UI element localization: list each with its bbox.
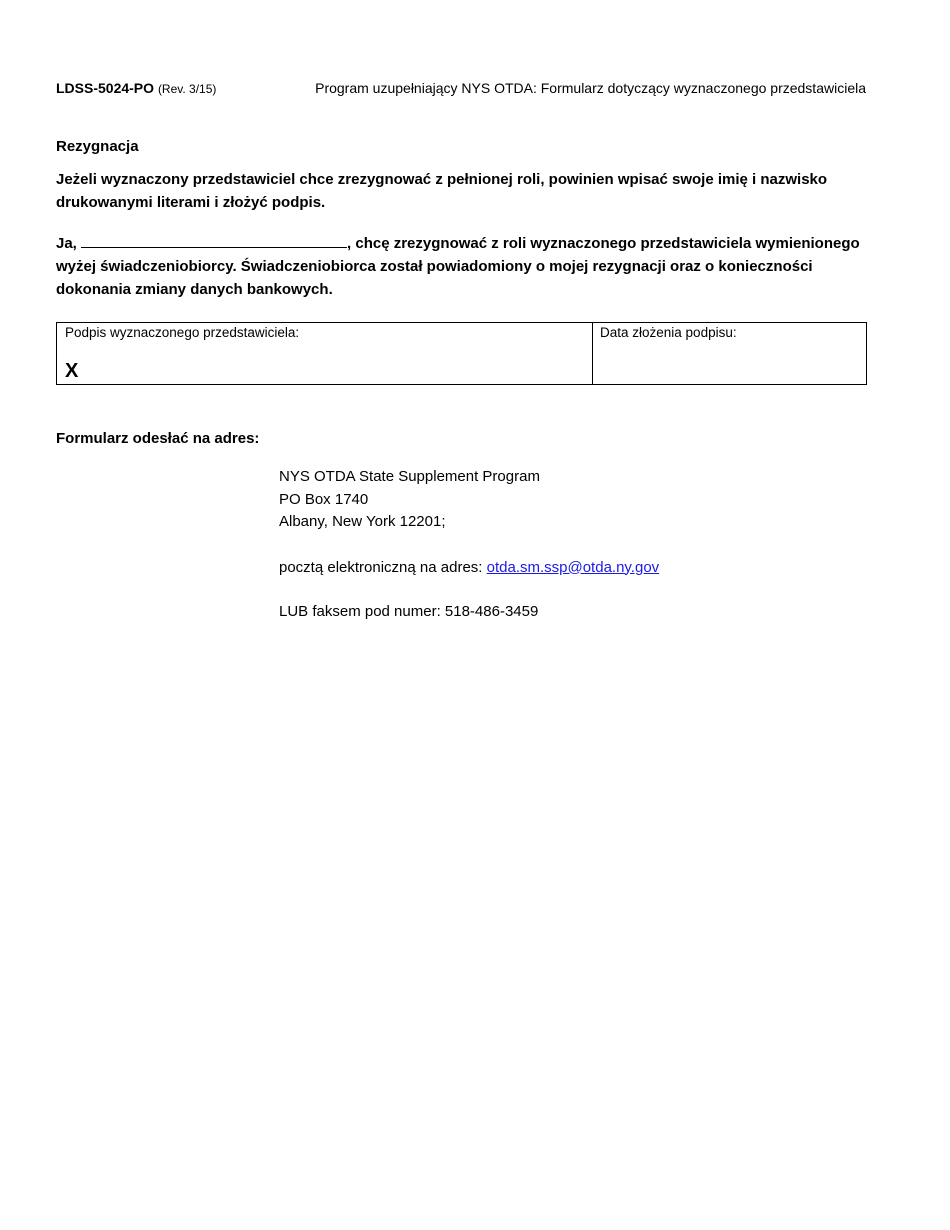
email-line <box>279 557 659 580</box>
page-header <box>56 80 866 96</box>
signature-field[interactable] <box>57 323 593 384</box>
signature-mark: X <box>65 360 79 382</box>
date-label: Data złożenia podpisu: <box>600 325 737 340</box>
address-line-1: NYS OTDA State Supplement Program <box>279 468 540 485</box>
form-revision: (Rev. 3/15) <box>157 82 217 96</box>
email-link[interactable]: otda.sm.ssp@otda.ny.gov <box>486 558 660 576</box>
name-blank-line[interactable] <box>81 233 347 248</box>
signature-label: Podpis wyznaczonego przedstawiciela: <box>65 325 300 340</box>
statement-prefix: Ja, <box>56 235 77 252</box>
resignation-instructions: Jeżeli wyznaczony przedstawiciel chce zrezygnować z pełnionej roli, powinien wpisać swoje imię i nazwisko drukowanymi literami i złożyć podpis. <box>56 171 828 211</box>
email-prefix: pocztą elektroniczną na adres: <box>279 558 483 576</box>
statement-suffix: , chcę zrezygnować z roli wyznaczonego przedstawiciela wymienionego wyżej świadczeniobiorcy. Świadczeniobiorca został powiadomiony o mojej rezygnacji oraz o konieczności dokonania zmiany danych bankowych. <box>56 235 860 298</box>
address-line-2: PO Box 1740 <box>279 490 369 508</box>
signature-date-field[interactable] <box>593 323 866 384</box>
header-title: Program uzupełniający NYS OTDA: Formularz dotyczący wyznaczonego przedstawiciela <box>315 80 866 96</box>
mailing-address <box>279 466 659 624</box>
form-identifier <box>56 80 216 96</box>
address-line-3: Albany, New York 12201; <box>279 513 446 530</box>
signature-table <box>56 322 867 385</box>
form-id: LDSS-5024-PO <box>56 80 155 96</box>
mailing-label: Formularz odesłać na adres: <box>56 430 260 447</box>
resignation-statement <box>56 232 866 301</box>
fax-line: LUB faksem pod numer: 518-486-3459 <box>279 603 539 620</box>
section-title: Rezygnacja <box>56 138 139 155</box>
